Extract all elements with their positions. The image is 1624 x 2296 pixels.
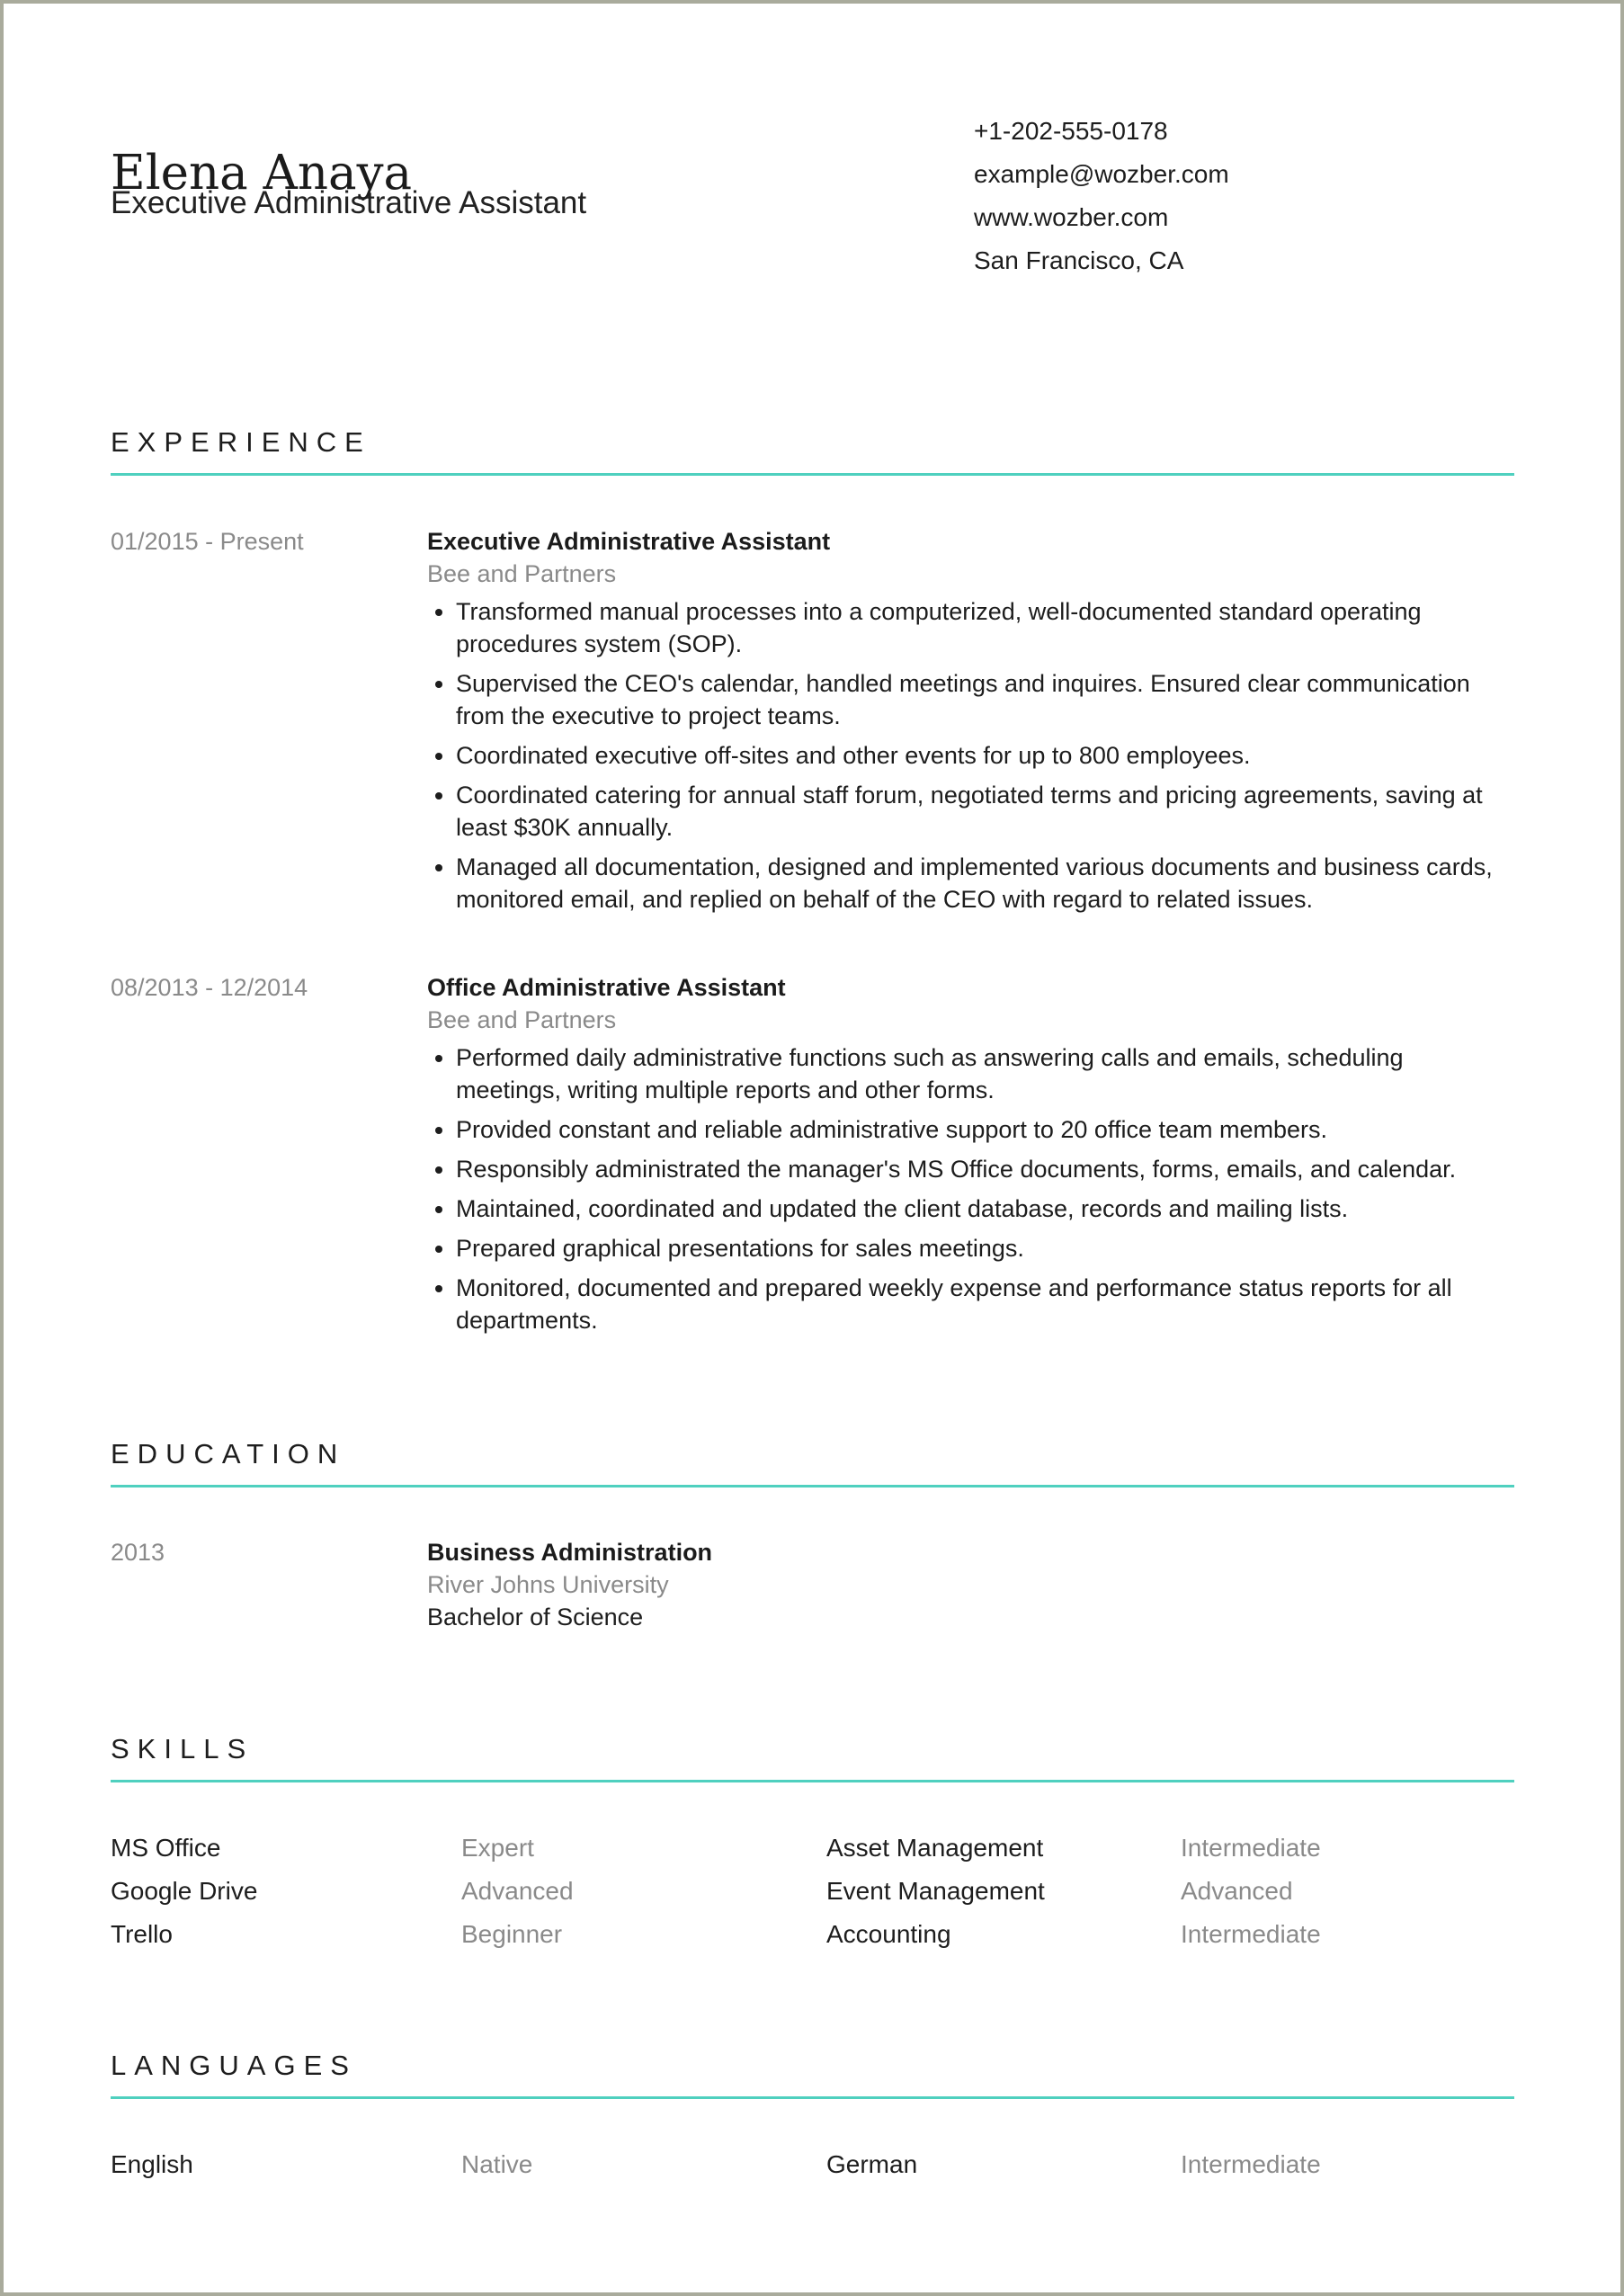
skill-level: Beginner <box>461 1920 563 1948</box>
entry-company: Bee and Partners <box>427 1006 617 1033</box>
education-degree: Bachelor of Science <box>427 1604 644 1630</box>
experience-section <box>111 424 1514 476</box>
bullet-item: • Coordinated catering for annual staff forum, negotiated terms and pricing agreements, saving at least $30K annually. <box>456 779 1514 844</box>
section-divider <box>111 1485 1514 1487</box>
skill-name: MS Office <box>111 1834 221 1862</box>
language-level: Native <box>461 2150 533 2178</box>
skill-name: Google Drive <box>111 1877 258 1905</box>
bullet-item: • Transformed manual processes into a computerized, well-documented standard operating procedures system (SOP). <box>456 595 1514 660</box>
languages-grid <box>111 2143 1514 2186</box>
language-name: German <box>826 2150 918 2178</box>
candidate-name: Elena Anaya <box>111 145 413 201</box>
entry-dates: 01/2015 - Present <box>111 528 304 555</box>
bullet-item: • Supervised the CEO's calendar, handled meetings and inquires. Ensured clear communication from the executive to project teams. <box>456 667 1514 732</box>
skill-name: Asset Management <box>826 1834 1044 1862</box>
skill-name: Accounting <box>826 1920 951 1948</box>
education-heading: EDUCATION <box>111 1438 346 1470</box>
skill-level: Intermediate <box>1181 1920 1321 1948</box>
education-school: River Johns University <box>427 1571 669 1598</box>
skill-level: Advanced <box>461 1877 574 1905</box>
experience-heading: EXPERIENCE <box>111 426 371 458</box>
bullet-item: • Performed daily administrative functions such as answering calls and emails, scheduling meetings, writing multiple reports and other forms. <box>456 1041 1514 1106</box>
education-section <box>111 1436 1514 1487</box>
entry-role: Executive Administrative Assistant <box>427 528 831 555</box>
bullet-item: • Responsibly administrated the manager's MS Office documents, forms, emails, and calendar. <box>456 1153 1514 1185</box>
skills-section <box>111 1731 1514 1782</box>
resume-header <box>111 110 1514 290</box>
contact-phone: +1-202-555-0178 <box>974 117 1168 145</box>
contact-list <box>974 110 1513 282</box>
skills-row <box>111 1827 1514 1870</box>
contact-location: San Francisco, CA <box>974 246 1184 274</box>
skill-name: Trello <box>111 1920 173 1948</box>
contact-email: example@wozber.com <box>974 160 1229 188</box>
languages-section <box>111 2048 1514 2099</box>
section-divider <box>111 2096 1514 2099</box>
language-row <box>111 2143 1514 2186</box>
skill-level: Advanced <box>1181 1877 1293 1905</box>
skill-level: Intermediate <box>1181 1834 1321 1862</box>
contact-website: www.wozber.com <box>974 203 1169 231</box>
education-year: 2013 <box>111 1539 165 1566</box>
language-level: Intermediate <box>1181 2150 1321 2178</box>
entry-body <box>427 971 1514 1344</box>
entry-body <box>427 525 1514 923</box>
entry-bullets <box>427 595 1514 916</box>
skills-heading: SKILLS <box>111 1733 254 1764</box>
languages-heading: LANGUAGES <box>111 2050 357 2081</box>
bullet-item: • Provided constant and reliable administrative support to 20 office team members. <box>456 1113 1514 1146</box>
section-divider <box>111 1780 1514 1782</box>
education-field: Business Administration <box>427 1539 713 1566</box>
bullet-item: • Managed all documentation, designed and implemented various documents and business cards, monitored email, and replied on behalf of the CEO with regard to related issues. <box>456 851 1514 916</box>
candidate-title: Executive Administrative Assistant <box>111 185 587 220</box>
bullet-item: • Maintained, coordinated and updated the client database, records and mailing lists. <box>456 1193 1514 1225</box>
skill-level: Expert <box>461 1834 534 1862</box>
entry-role: Office Administrative Assistant <box>427 974 786 1001</box>
skills-row <box>111 1870 1514 1913</box>
section-divider <box>111 473 1514 476</box>
bullet-item: • Coordinated executive off-sites and other events for up to 800 employees. <box>456 739 1514 772</box>
bullet-item: • Monitored, documented and prepared weekly expense and performance status reports for all departments. <box>456 1272 1514 1336</box>
skill-name: Event Management <box>826 1877 1045 1905</box>
entry-company: Bee and Partners <box>427 560 617 587</box>
entry-body <box>427 1536 1514 1633</box>
entry-dates: 08/2013 - 12/2014 <box>111 974 308 1001</box>
entry-bullets <box>427 1041 1514 1336</box>
resume-page <box>4 4 1620 2292</box>
skills-row <box>111 1913 1514 1956</box>
language-name: English <box>111 2150 193 2178</box>
bullet-item: • Prepared graphical presentations for sales meetings. <box>456 1232 1514 1264</box>
skills-grid <box>111 1827 1514 1956</box>
